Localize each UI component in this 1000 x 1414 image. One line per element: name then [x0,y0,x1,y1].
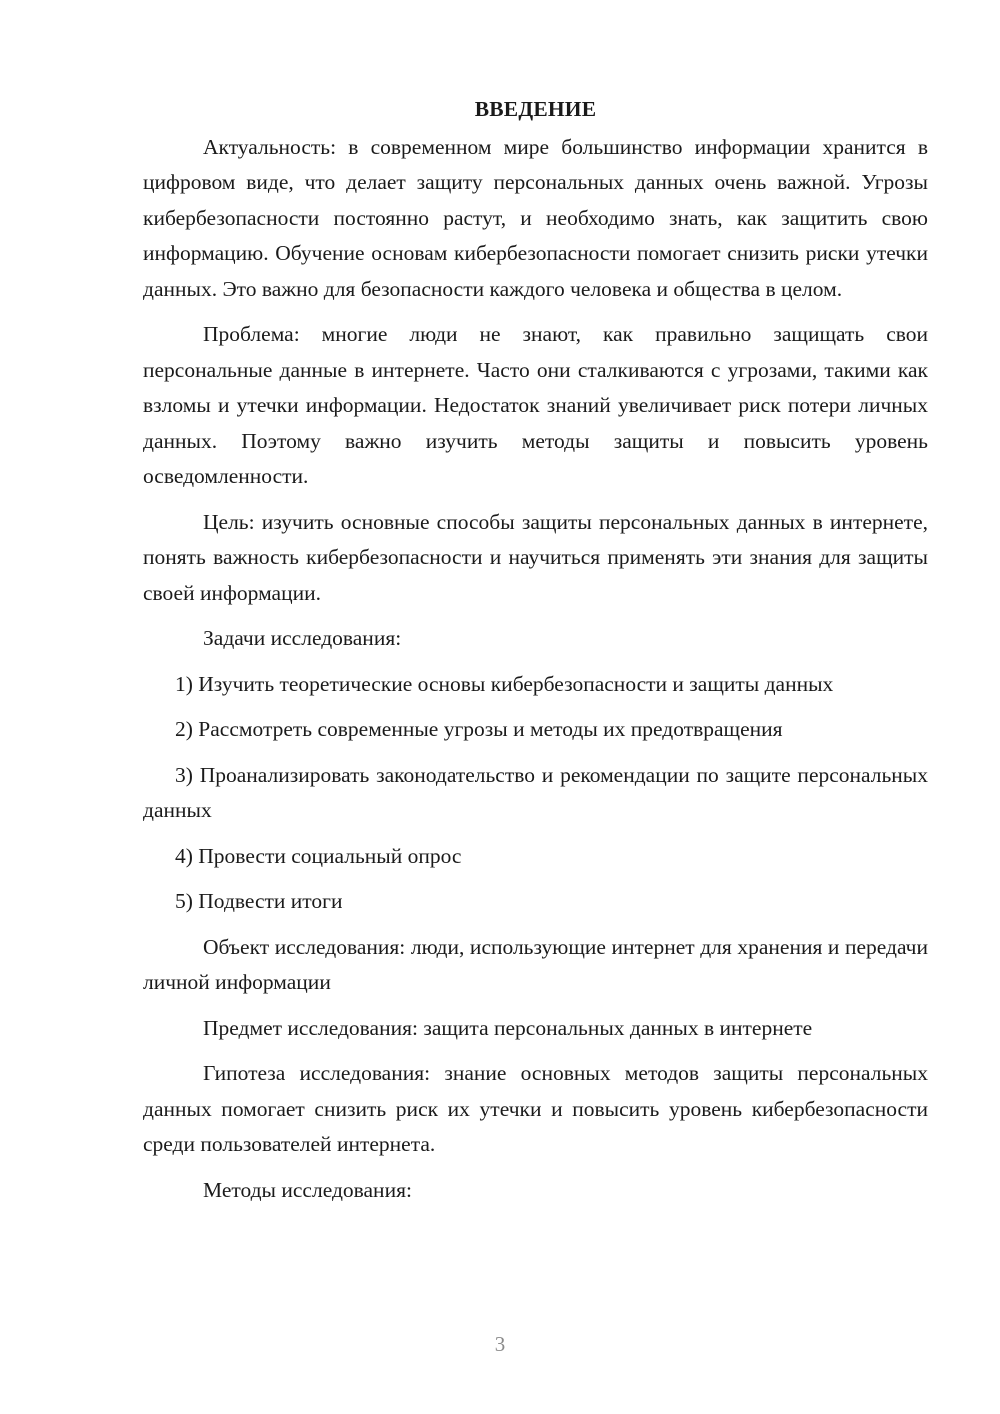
paragraph-relevance: Актуальность: в современном мире большинство информации хранится в цифровом виде, что делает защиту персональных данных очень важной. Угрозы кибербезопасности постоянно растут, и необходимо знать, как защитить свою информацию. Обучение основам кибербезопасности помогает снизить риски утечки данных. Это важно для безопасности каждого человека и общества в целом. [143,134,928,301]
task-item-1: 1) Изучить теоретические основы кибербезопасности и защиты данных [175,671,834,696]
document-page [143,92,928,1218]
paragraph-subject: Предмет исследования: защита персональных данных в интернете [203,1015,813,1040]
methods-heading: Методы исследования: [203,1177,412,1202]
tasks-heading: Задачи исследования: [203,626,402,650]
page-number: 3 [494,1332,506,1356]
task-item-3: 3) Проанализировать законодательство и рекомендации по защите персональных данных [143,762,928,822]
section-title: ВВЕДЕНИЕ [474,97,597,121]
task-item-2: 2) Рассмотреть современные угрозы и методы их предотвращения [175,717,783,741]
paragraph-goal: Цель: изучить основные способы защиты персональных данных в интернете, понять важность кибербезопасности и научиться применять эти знания для защиты своей информации. [143,509,928,605]
paragraph-object: Объект исследования: люди, использующие интернет для хранения и передачи личной информации [143,934,928,994]
task-item-4: 4) Провести социальный опрос [175,843,462,868]
paragraph-hypothesis: Гипотеза исследования: знание основных методов защиты персональных данных помогает снизить риск их утечки и повысить уровень кибербезопасности среди пользователей интернета. [143,1061,928,1156]
task-item-5: 5) Подвести итоги [175,889,343,913]
paragraph-problem: Проблема: многие люди не знают, как правильно защищать свои персональные данные в интернете. Часто они сталкиваются с угрозами, такими как взломы и утечки информации. Недостаток знаний увеличивает риск потери личных данных. Поэтому важно изучить методы защиты и повысить уровень осведомленности. [143,322,928,488]
